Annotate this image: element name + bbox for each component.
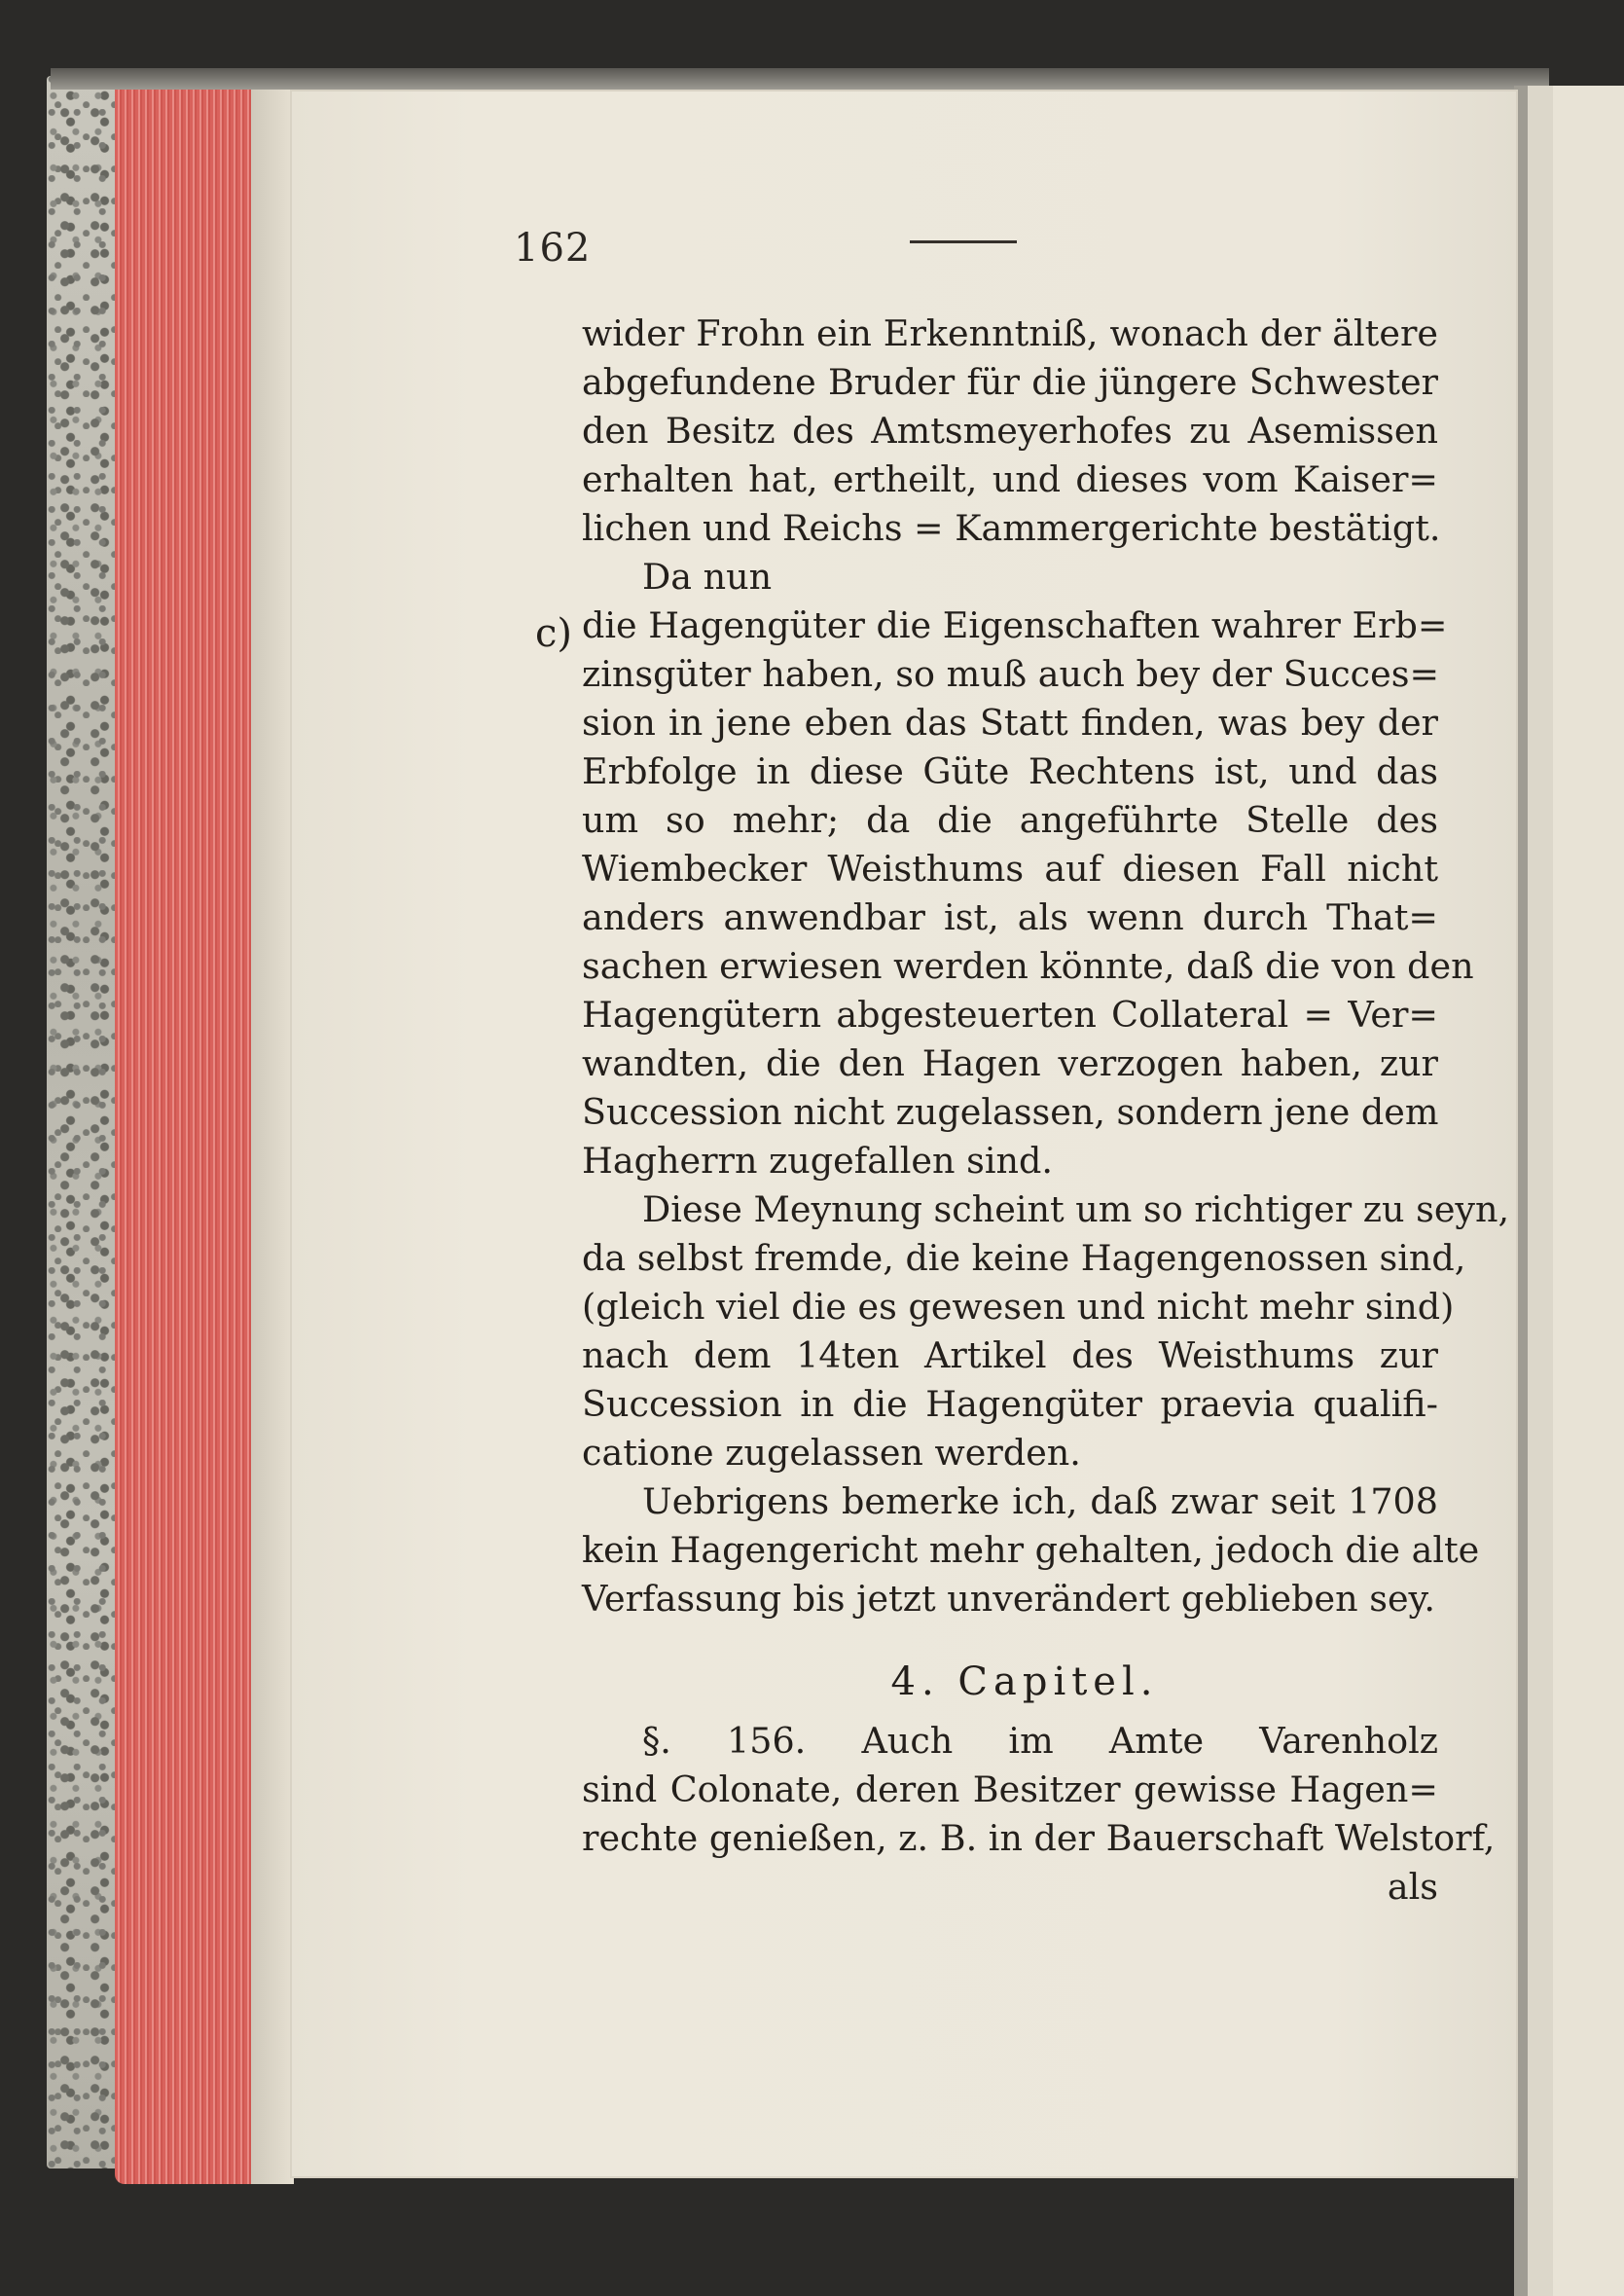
text-line: sachen erwiesen werden könnte, daß die von den	[582, 945, 1474, 987]
section-line: sind Colonate, deren Besitzer gewisse Hagen=	[582, 1768, 1438, 1810]
text-line: Succession nicht zugelassen, sondern jene dem	[582, 1091, 1439, 1133]
text-line: kein Hagengericht mehr gehalten, jedoch die alte	[582, 1529, 1480, 1571]
text-line: um so mehr; da die angeführte Stelle des	[582, 799, 1438, 841]
scanner-backdrop	[0, 0, 51, 2296]
chapter-heading: 4. Capitel.	[890, 1659, 1159, 1704]
page-edge-shadow	[251, 90, 294, 2184]
text-line: Da nun	[642, 556, 773, 598]
text-line: Wiembecker Weisthums auf diesen Fall nicht	[582, 848, 1438, 890]
text-line: sion in jene eben das Statt finden, was bey der	[582, 702, 1438, 744]
text-line: nach dem 14ten Artikel des Weisthums zur	[582, 1334, 1438, 1376]
text-line: den Besitz des Amtsmeyerhofes zu Asemissen	[582, 410, 1438, 452]
text-line: Erbfolge in diese Güte Rechtens ist, und das	[582, 750, 1438, 792]
text-line: Diese Meynung scheint um so richtiger zu seyn,	[642, 1188, 1510, 1230]
text-line: die Hagengüter die Eigenschaften wahrer Erb=	[582, 604, 1448, 646]
text-line: erhalten hat, ertheilt, und dieses vom Kaiser=	[582, 458, 1438, 500]
text-line: Succession in die Hagengüter praevia qualifi-	[582, 1383, 1438, 1425]
facing-page-edge	[1514, 86, 1624, 2296]
text-line: Hagengütern abgesteuerten Collateral = Ver=	[582, 994, 1438, 1036]
body-text	[582, 310, 1510, 1912]
text-line: lichen und Reichs = Kammergerichte bestätigt.	[582, 507, 1441, 549]
page-number: 162	[514, 226, 592, 271]
text-line: Verfassung bis jetzt unverändert geblieben sey.	[582, 1578, 1435, 1620]
section-line: §. 156. Auch im Amte Varenholz	[642, 1720, 1438, 1762]
list-marker-c: c)	[535, 611, 573, 656]
text-line: wandten, die den Hagen verzogen haben, zur	[582, 1042, 1438, 1084]
text-line: Uebrigens bemerke ich, daß zwar seit 1708	[642, 1480, 1438, 1522]
book-top-edge	[51, 68, 1549, 90]
text-line: catione zugelassen werden.	[582, 1432, 1081, 1474]
text-line: (gleich viel die es gewesen und nicht mehr sind)	[582, 1286, 1455, 1328]
text-line: da selbst fremde, die keine Hagengenossen sind,	[582, 1237, 1466, 1279]
header-rule	[910, 240, 1017, 243]
section-line: rechte genießen, z. B. in der Bauerschaft Welstorf,	[582, 1817, 1496, 1859]
text-line: abgefundene Bruder für die jüngere Schwester	[582, 361, 1438, 403]
text-line: anders anwendbar ist, als wenn durch That=	[582, 896, 1438, 938]
catchword: als	[1387, 1866, 1438, 1908]
text-line: zinsgüter haben, so muß auch bey der Succes=	[582, 653, 1440, 695]
text-line: wider Frohn ein Erkenntniß, wonach der ältere	[582, 312, 1438, 354]
text-line: Hagherrn zugefallen sind.	[582, 1140, 1053, 1182]
